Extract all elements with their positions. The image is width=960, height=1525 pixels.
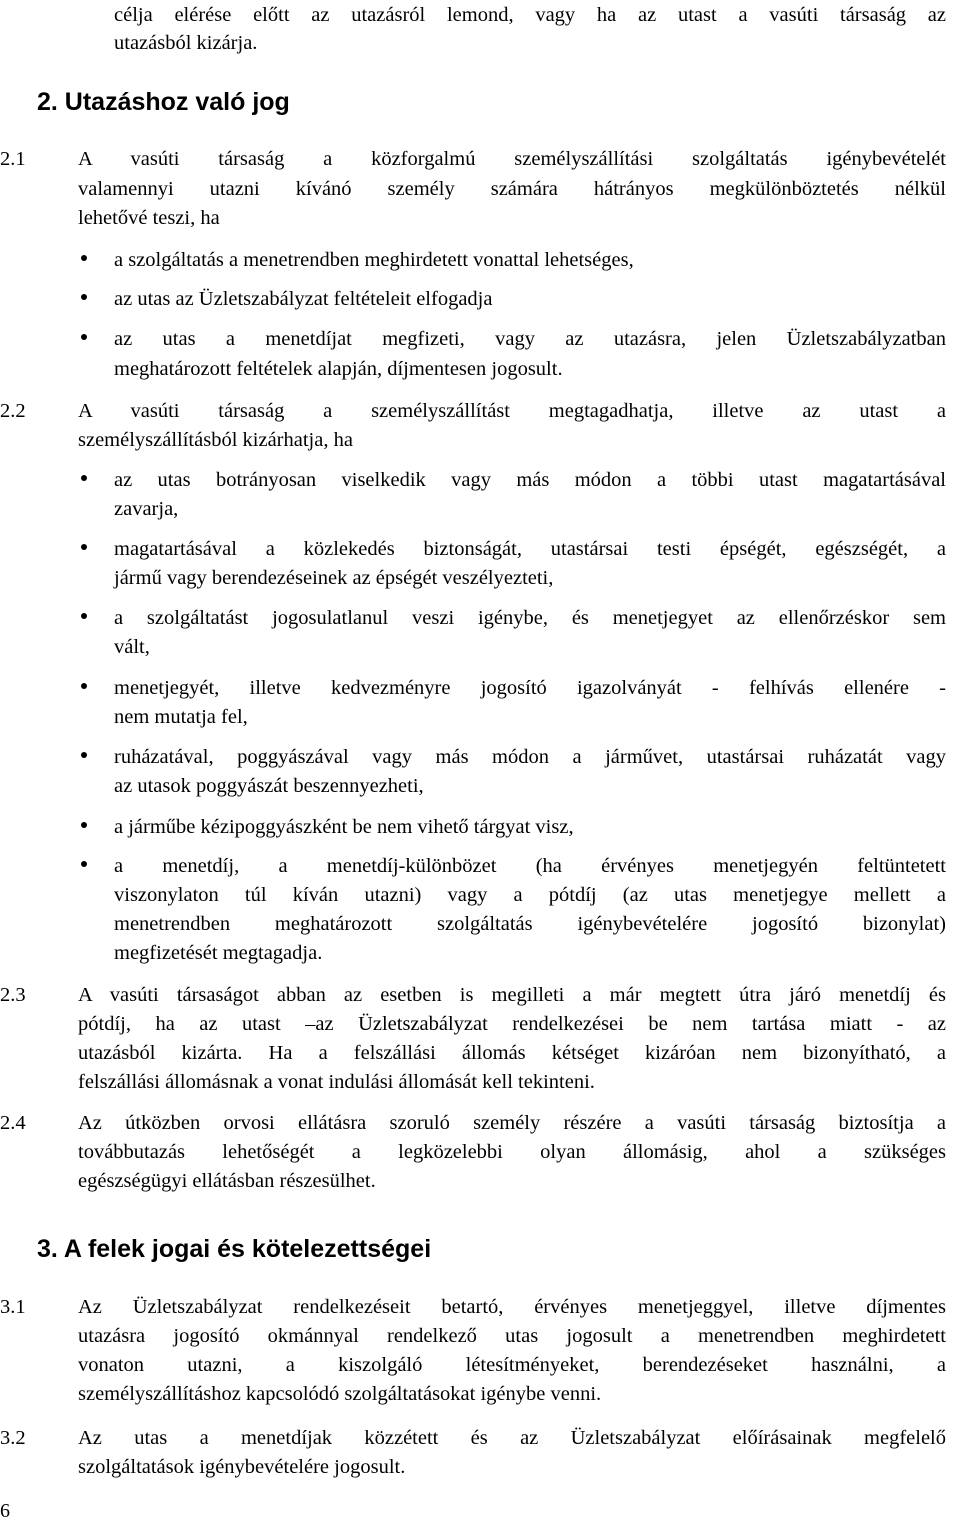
- p23-line-3: utazásból kizárta. Ha a felszállási állomás kétséget kizáróan nem bizonyítható, a: [78, 1042, 946, 1064]
- paragraph-number-2-2: 2.2: [0, 400, 26, 422]
- p22-bullet-1-line-1: az utas botrányosan viselkedik vagy más módon a többi utast magatartásával: [114, 469, 946, 491]
- p21-line-3: lehetővé teszi, ha: [78, 207, 220, 229]
- intro-line-1: célja elérése előtt az utazásról lemond, vagy ha az utast a vasúti társaság az: [114, 4, 946, 26]
- p22-bullet-5-line-1: ruházatával, poggyászával vagy más módon a járművet, utastársai ruházatát vagy: [114, 746, 946, 768]
- p24-line-1: Az útközben orvosi ellátásra szoruló személy részére a vasúti társaság biztosítja a: [78, 1112, 946, 1134]
- p22-bullet-1-line-2: zavarja,: [114, 498, 179, 520]
- p31-line-1: Az Üzletszabályzat rendelkezéseit betartó, érvényes menetjeggyel, illetve díjmentes: [78, 1296, 946, 1318]
- p31-line-2: utazásra jogosító okmánnyal rendelkező utas jogosult a menetrendben meghirdetett: [78, 1325, 946, 1347]
- paragraph-number-2-4: 2.4: [0, 1112, 26, 1134]
- p21-bullet-2: az utas az Üzletszabályzat feltételeit elfogadja: [114, 288, 493, 310]
- p32-line-1: Az utas a menetdíjak közzétett és az Üzletszabályzat előírásainak megfelelő: [78, 1427, 946, 1449]
- p22-line-1: A vasúti társaság a személyszállítást megtagadhatja, illetve az utast a: [78, 400, 946, 422]
- bullet-dot: [81, 861, 87, 867]
- paragraph-number-3-1: 3.1: [0, 1296, 26, 1318]
- p22-bullet-6: a járműbe kézipoggyászként be nem vihető tárgyat visz,: [114, 816, 574, 838]
- section-2-heading: 2. Utazáshoz való jog: [37, 88, 290, 116]
- bullet-dot: [81, 255, 87, 261]
- p21-bullet-3-line-1: az utas a menetdíjat megfizeti, vagy az utazásra, jelen Üzletszabályzatban: [114, 328, 946, 350]
- p21-line-1: A vasúti társaság a közforgalmú személyszállítási szolgáltatás igénybevételét: [78, 148, 946, 170]
- bullet-dot: [81, 294, 87, 300]
- p22-bullet-2-line-2: jármű vagy berendezéseinek az épségét veszélyezteti,: [114, 567, 554, 589]
- p22-bullet-4-line-1: menetjegyét, illetve kedvezményre jogosító igazolványát - felhívás ellenére -: [114, 677, 946, 699]
- p23-line-1: A vasúti társaságot abban az esetben is megilleti a már megtett útra járó menetdíj és: [78, 984, 946, 1006]
- p21-line-2: valamennyi utazni kívánó személy számára hátrányos megkülönböztetés nélkül: [78, 178, 946, 200]
- p21-bullet-3-line-2: meghatározott feltételek alapján, díjmentesen jogosult.: [114, 358, 563, 380]
- bullet-dot: [81, 613, 87, 619]
- p22-bullet-3-line-2: vált,: [114, 636, 150, 658]
- page-number: 6: [0, 1500, 10, 1522]
- intro-line-2: utazásból kizárja.: [114, 32, 258, 54]
- bullet-dot: [81, 544, 87, 550]
- p22-bullet-4-line-2: nem mutatja fel,: [114, 706, 248, 728]
- p23-line-4: felszállási állomásnak a vonat indulási állomását kell tekinteni.: [78, 1071, 595, 1093]
- section-3-heading: 3. A felek jogai és kötelezettségei: [37, 1235, 432, 1263]
- p22-bullet-7-line-3: menetrendben meghatározott szolgáltatás igénybevételére jogosító bizonylat): [114, 913, 946, 935]
- bullet-dot: [81, 822, 87, 828]
- p22-line-2: személyszállításból kizárhatja, ha: [78, 429, 353, 451]
- p32-line-2: szolgáltatások igénybevételére jogosult.: [78, 1456, 406, 1478]
- p22-bullet-7-line-4: megfizetését megtagadja.: [114, 942, 323, 964]
- p21-bullet-1: a szolgáltatás a menetrendben meghirdetett vonattal lehetséges,: [114, 249, 634, 271]
- p31-line-4: személyszállításhoz kapcsolódó szolgáltatásokat igénybe venni.: [78, 1383, 602, 1405]
- p22-bullet-3-line-1: a szolgáltatást jogosulatlanul veszi igénybe, és menetjegyet az ellenőrzéskor sem: [114, 607, 946, 629]
- p22-bullet-2-line-1: magatartásával a közlekedés biztonságát, utastársai testi épségét, egészségét, a: [114, 538, 946, 560]
- p24-line-3: egészségügyi ellátásban részesülhet.: [78, 1170, 376, 1192]
- p31-line-3: vonaton utazni, a kiszolgáló létesítményeket, berendezéseket használni, a: [78, 1354, 946, 1376]
- bullet-dot: [81, 683, 87, 689]
- p22-bullet-5-line-2: az utasok poggyászát beszennyezheti,: [114, 775, 424, 797]
- paragraph-number-2-3: 2.3: [0, 984, 26, 1006]
- bullet-dot: [81, 475, 87, 481]
- p24-line-2: továbbutazás lehetőségét a legközelebbi olyan állomásig, ahol a szükséges: [78, 1141, 946, 1163]
- p22-bullet-7-line-2: viszonylaton túl kíván utazni) vagy a pótdíj (az utas menetjegye mellett a: [114, 884, 946, 906]
- bullet-dot: [81, 752, 87, 758]
- p22-bullet-7-line-1: a menetdíj, a menetdíj-különbözet (ha érvényes menetjegyén feltüntetett: [114, 855, 946, 877]
- paragraph-number-3-2: 3.2: [0, 1427, 26, 1449]
- p23-line-2: pótdíj, ha az utast –az Üzletszabályzat rendelkezései be nem tartása miatt - az: [78, 1013, 946, 1035]
- bullet-dot: [81, 334, 87, 340]
- paragraph-number-2-1: 2.1: [0, 148, 26, 170]
